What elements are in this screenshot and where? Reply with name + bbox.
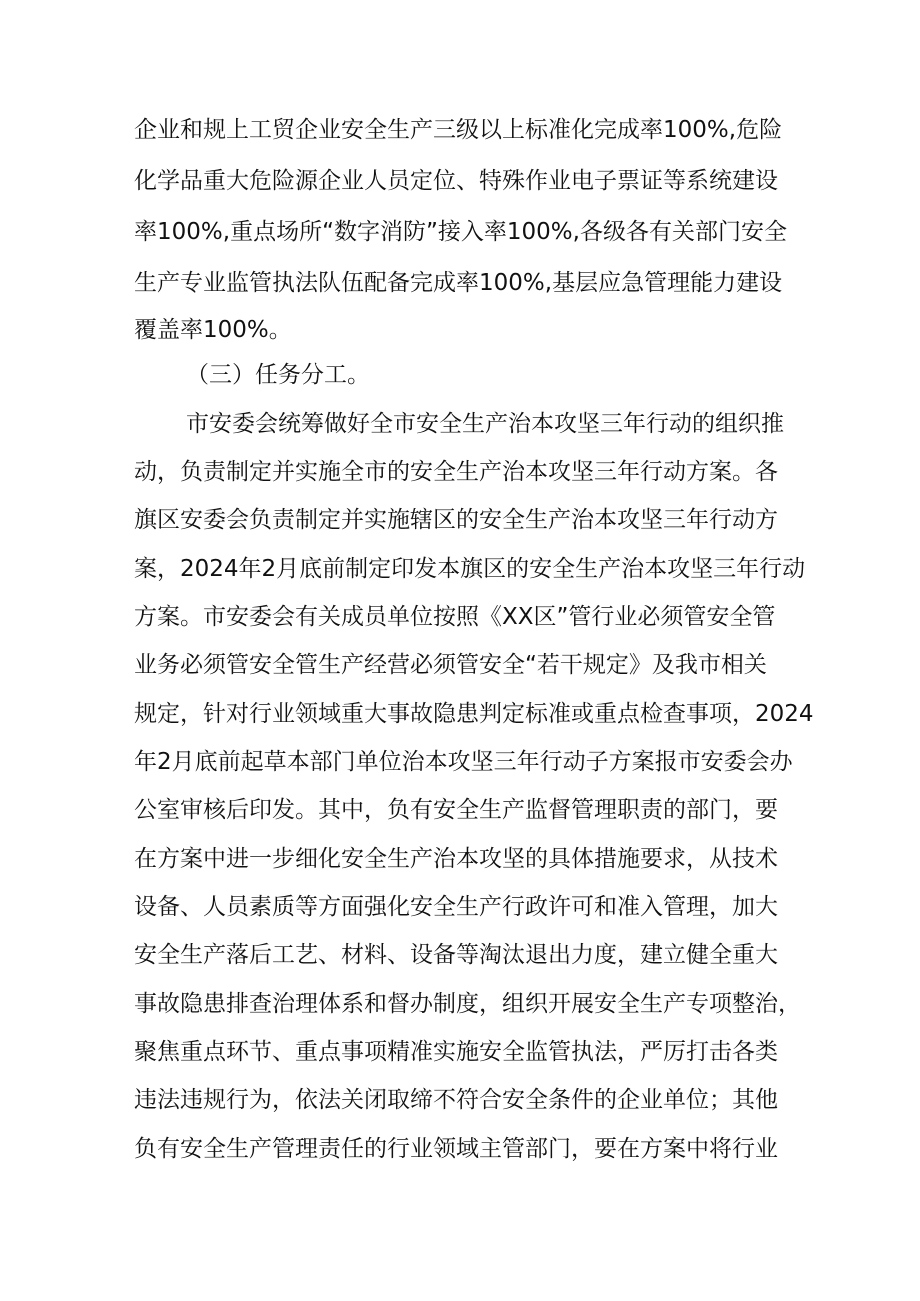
text-line: 违法违规行为，依法关闭取缔不符合安全条件的企业单位；其他 xyxy=(134,1087,778,1113)
text-line: 设备、人员素质等方面强化安全生产行政许可和准入管理，加大 xyxy=(134,894,778,920)
text-line: 化学品重大危险源企业人员定位、特殊作业电子票证等系统建设 xyxy=(134,168,778,194)
text-line: 安全生产落后工艺、材料、设备等淘汰退出力度，建立健全重大 xyxy=(134,942,778,968)
text-line: 率100%,重点场所“数字消防”接入率100%,各级各有关部门安全 xyxy=(134,219,787,245)
text-line: 旗区安委会负责制定并实施辖区的安全生产治本攻坚三年行动方 xyxy=(134,507,778,533)
text-line: 在方案中进一步细化安全生产治本攻坚的具体措施要求，从技术 xyxy=(134,846,778,872)
text-line: 聚焦重点环节、重点事项精准实施安全监管执法，严厉打击各类 xyxy=(134,1039,778,1065)
section-heading: （三）任务分工。 xyxy=(186,362,370,388)
text-line: 业务必须管安全管生产经营必须管安全“若干规定》及我市相关 xyxy=(134,652,767,678)
text-line: 负有安全生产管理责任的行业领域主管部门，要在方案中将行业 xyxy=(134,1136,778,1162)
text-line: 动，负责制定并实施全市的安全生产治本攻坚三年行动方案。各 xyxy=(134,459,778,485)
text-line: 事故隐患排查治理体系和督办制度，组织开展安全生产专项整治， xyxy=(134,991,801,1017)
text-line: 公室审核后印发。其中，负有安全生产监督管理职责的部门，要 xyxy=(134,797,778,823)
text-line: 规定，针对行业领域重大事故隐患判定标准或重点检查事项，2024 xyxy=(134,701,814,727)
text-line: 方案。市安委会有关成员单位按照《XX区”管行业必须管安全管 xyxy=(134,604,776,630)
text-line: 企业和规上工贸企业安全生产三级以上标准化完成率100%,危险 xyxy=(134,117,783,143)
text-line: 市安委会统筹做好全市安全生产治本攻坚三年行动的组织推 xyxy=(186,411,784,437)
text-line: 生产专业监管执法队伍配备完成率100%,基层应急管理能力建设 xyxy=(134,270,783,296)
text-line: 年2月底前起草本部门单位治本攻坚三年行动子方案报市安委会办 xyxy=(134,749,793,775)
text-line: 案，2024年2月底前制定印发本旗区的安全生产治本攻坚三年行动 xyxy=(134,556,806,582)
text-line: 覆盖率100%。 xyxy=(134,317,292,343)
